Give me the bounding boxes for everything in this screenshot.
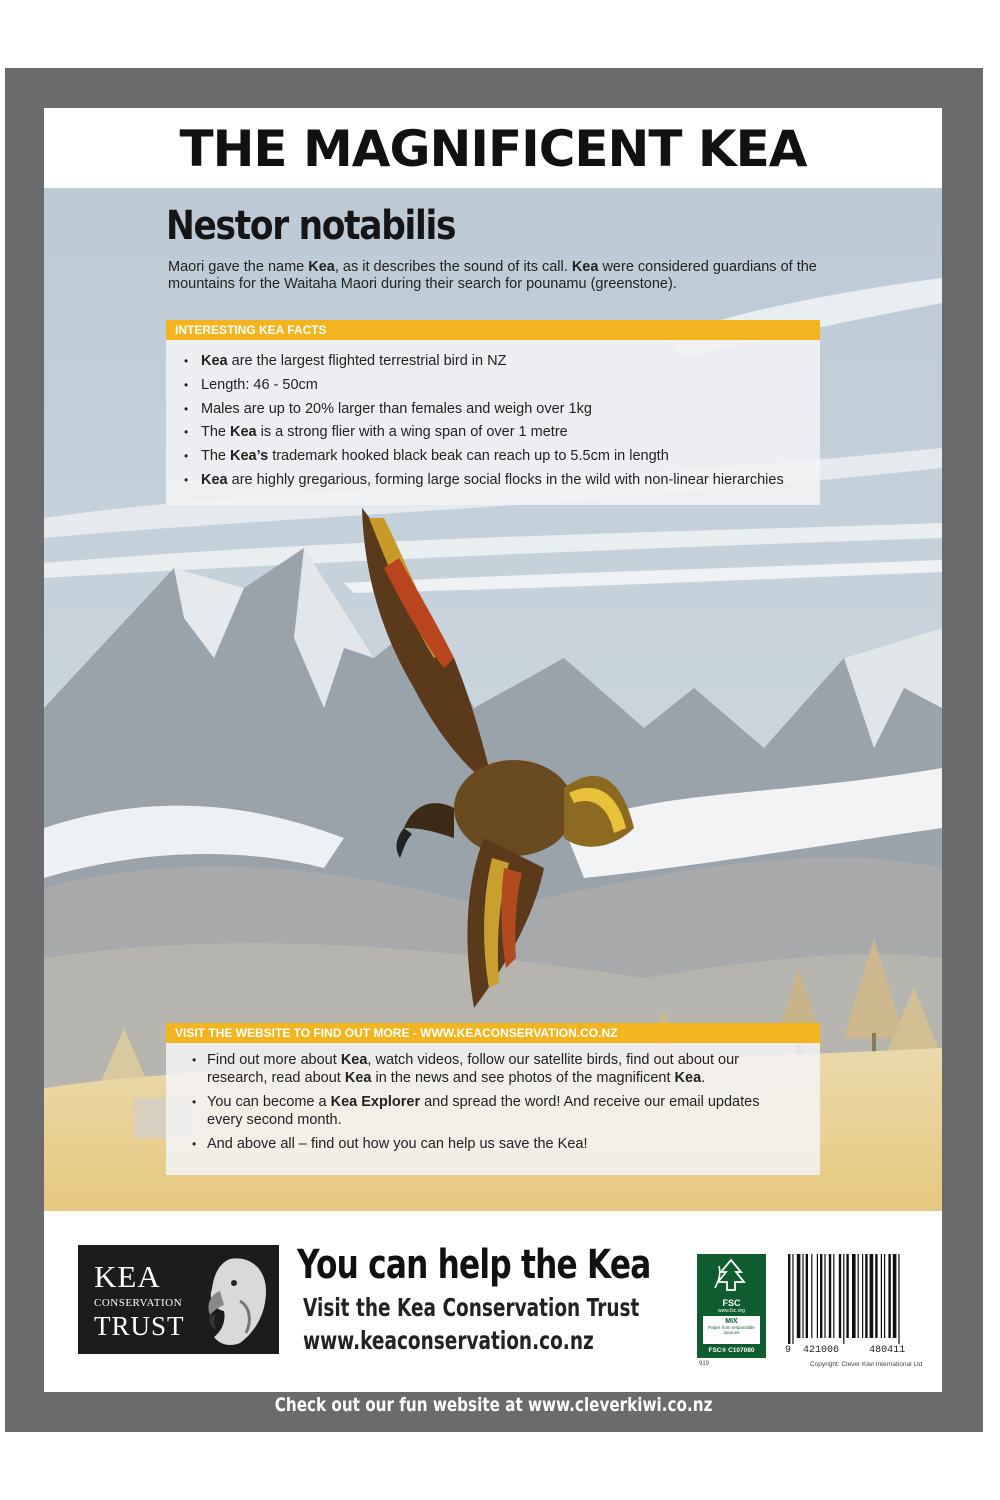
barcode-bar [797, 1254, 801, 1338]
barcode-bar [875, 1254, 877, 1338]
barcode-bar [888, 1254, 890, 1338]
visit-heading: VISIT THE WEBSITE TO FIND OUT MORE - WWW.KEACONSERVATION.CO.NZ [166, 1023, 820, 1043]
barcode-bar [862, 1254, 863, 1338]
barcode-bar [884, 1254, 885, 1338]
help-title: You can help the Kea [297, 1242, 651, 1288]
footer-note: Check out our fun website at www.cleverkiwi.co.nz [275, 1394, 713, 1416]
barcode-bar [865, 1254, 867, 1338]
barcode-bar [802, 1254, 803, 1338]
barcode-bar [852, 1254, 856, 1338]
product-barcode [784, 1254, 924, 1344]
barcode-bar [870, 1254, 874, 1338]
visit-item: • You can become a Kea Explorer and spread the word! And receive our email updates every second month. [192, 1093, 782, 1129]
fact-item: • Kea are highly gregarious, forming large social flocks in the wild with non-linear hierarchies [184, 469, 820, 493]
facts-list [166, 340, 820, 493]
facts-panel [166, 320, 820, 505]
fsc-tag: 919 [699, 1361, 710, 1367]
copyright-text: Copyright: Clever Kiwi International Ltd [810, 1361, 923, 1368]
barcode-bar [898, 1254, 899, 1344]
barcode-bar [893, 1254, 897, 1338]
visit-panel [166, 1023, 820, 1175]
kea-conservation-trust-logo: KEA CONSERVATION TRUST [78, 1245, 279, 1354]
help-website-link[interactable]: www.keaconservation.co.nz [303, 1326, 594, 1355]
barcode-bar [839, 1254, 841, 1338]
barcode-bar [817, 1254, 818, 1338]
fact-item: • Kea are the largest flighted terrestrial bird in NZ [184, 350, 820, 374]
scientific-name: Nestor notabilis [166, 203, 456, 249]
intro-paragraph: Maori gave the name Kea, as it describes the sound of its call. Kea were considered guardians of the mountains for the Waitaha Maori during their search for pounamu (greenstone). [168, 259, 817, 292]
barcode-bar [806, 1254, 808, 1338]
barcode-bar [788, 1254, 790, 1344]
fact-item: • The Kea’s trademark hooked black beak can reach up to 5.5cm in length [184, 445, 820, 469]
fsc-tree-icon [697, 1254, 766, 1298]
visit-list [166, 1043, 820, 1153]
barcode-bar [811, 1254, 812, 1338]
barcode-bar [881, 1254, 882, 1338]
fact-item: • Length: 46 - 50cm [184, 374, 820, 398]
barcode-bar [820, 1254, 822, 1338]
main-title: THE MAGNIFICENT KEA [179, 120, 807, 178]
barcode-bar [829, 1254, 831, 1338]
facts-heading: INTERESTING KEA FACTS [166, 320, 820, 340]
barcode-bar [792, 1254, 793, 1344]
fact-item: • Males are up to 20% larger than females and weigh over 1kg [184, 398, 820, 422]
barcode-bar [843, 1254, 844, 1344]
barcode-bar [824, 1254, 825, 1338]
barcode-bar [858, 1254, 859, 1338]
help-visit-line: Visit the Kea Conservation Trust [303, 1293, 640, 1322]
footer-website-link[interactable]: www.cleverkiwi.co.nz [528, 1394, 713, 1416]
barcode-digits: 9 421006 480411 [785, 1345, 906, 1356]
poster-sheet [44, 108, 942, 1392]
fsc-logo: FSC www.fsc.org MIX Paper from responsible sources FSC® C107080 [697, 1254, 766, 1358]
kea-head-icon [200, 1251, 274, 1349]
fact-item: • The Kea is a strong flier with a wing span of over 1 metre [184, 421, 820, 445]
fsc-mix-box: MIX Paper from responsible sources [703, 1316, 760, 1344]
visit-item: • And above all – find out how you can help us save the Kea! [192, 1135, 782, 1153]
visit-item: • Find out more about Kea, watch videos, follow our satellite birds, find out about our research, read about Kea in the news and see photos of the magnificent Kea. [192, 1051, 782, 1087]
barcode-bar [846, 1254, 848, 1338]
barcode-bar [833, 1254, 834, 1338]
